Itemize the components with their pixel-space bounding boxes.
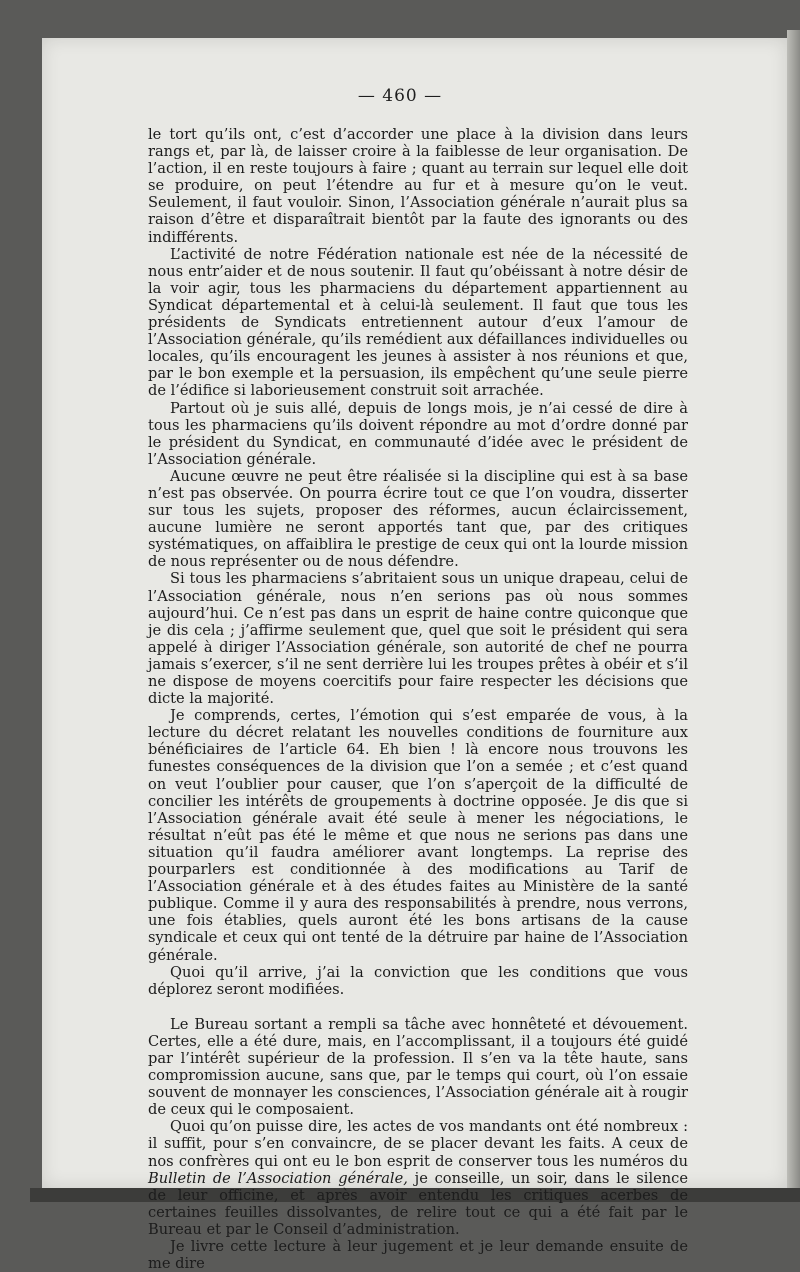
page-edge	[787, 30, 800, 1202]
paragraph: Partout où je suis allé, depuis de longs mois, je n’ai cessé de dire à tous les pharmaciens qu’ils doivent répondre au mot d’ordre donné par le président du Syndicat, en communauté d’idée avec le président de l’Association générale.	[148, 399, 688, 468]
paragraph: Aucune œuvre ne peut être réalisée si la discipline qui est à sa base n’est pas observée. On pourra écrire tout ce que l’on voudra, disserter sur tous les sujets, proposer des réformes, aucun éclaircissement, aucune lumière ne seront apportés tant que, par des critiques systématiques, on affaiblira le prestige de ceux qui ont la lourde mission de nous représenter ou de nous défendre.	[148, 467, 688, 571]
text-run: je conseille, un soir, dans le silence de leur officine, et après avoir entendu les critiques acerbes de certaines feuilles dissolvantes, de relire tout ce qui a été fait par le Bureau et par le Conseil d’administration.	[148, 1169, 688, 1238]
page-number: — 460 —	[357, 86, 443, 106]
paragraph: Je livre cette lecture à leur jugement et je leur demande ensuite de me dire	[148, 1238, 688, 1272]
body-text	[148, 126, 688, 1272]
bulletin-title: Bulletin de l’Association générale,	[148, 1169, 408, 1187]
paragraph-bulletin	[148, 1118, 688, 1238]
paragraph: Quoi qu’il arrive, j’ai la conviction que les conditions que vous déplorez seront modifiées.	[148, 963, 688, 998]
paragraph: L’activité de notre Fédération nationale est née de la nécessité de nous entr’aider et de nous soutenir. Il faut qu’obéissant à notre désir de la voir agir, tous les pharmaciens du département appartiennent au Syndicat départemental et à celui-là seulement. Il faut que tous les présidents de Syndicats entretiennent autour d’eux l’amour de l’Association générale, qu’ils remédient aux défaillances individuelles ou locales, qu’ils encouragent les jeunes à assister à nos réunions et que, par le bon exemple et la persuasion, ils empêchent qu’une seule pierre de l’édifice si laborieusement construit soit arrachée.	[148, 245, 688, 400]
paragraph-continuation: le tort qu’ils ont, c’est d’accorder une place à la division dans leurs rangs et, par là, de laisser croire à la faiblesse de leur organisation. De l’action, il en reste toujours à faire ; quant au terrain sur lequel elle doit se produire, on peut l’étendre au fur et à mesure qu’on le veut. Seulement, il faut vouloir. Sinon, l’Association générale n’aurait plus sa raison d’être et disparaîtrait bientôt par la faute des ignorants ou des indifférents.	[148, 126, 688, 246]
paragraph: Je comprends, certes, l’émotion qui s’est emparée de vous, à la lecture du décret relatant les nouvelles conditions de fourniture aux bénéficiaires de l’article 64. Eh bien ! là encore nous trouvons les funestes conséquences de la division que l’on a semée ; et c’est quand on veut l’oublier pour causer, que l’on s’aperçoit de la difficulté de concilier les intérêts de groupements à doctrine opposée. Je dis que si l’Association générale avait été seule à mener les négociations, le résultat n’eût pas été le même et que nous ne serions pas dans une situation qu’il faudra améliorer avant longtemps. La reprise des pourparlers est conditionnée à des modifications au Tarif de l’Association générale et à des études faites au Ministère de la santé publique. Comme il y aura des responsabilités à prendre, nous verrons, une fois établies, quels auront été les bons artisans de la cause syndicale et ceux qui ont tenté de la détruire par haine de l’Association générale.	[148, 707, 688, 964]
paragraph: Le Bureau sortant a rempli sa tâche avec honnêteté et dévouement. Certes, elle a été dure, mais, en l’accomplissant, il a toujours été guidé par l’intérêt supérieur de la profession. Il s’en va la tête haute, sans compromission aucune, sans que, par le temps qui court, où l’on essaie souvent de monnayer les consciences, l’Association générale ait à rougir de ceux qui le composaient.	[148, 1015, 688, 1119]
paragraph: Si tous les pharmaciens s’abritaient sous un unique drapeau, celui de l’Association générale, nous n’en serions pas où nous sommes aujourd’hui. Ce n’est pas dans un esprit de haine contre quiconque que je dis cela ; j’affirme seulement que, quel que soit le président qui sera appelé à diriger l’Association générale, son autorité de chef ne pourra jamais s’exercer, s’il ne sent derrière lui les troupes prêtes à obéir et s’il ne dispose de moyens coercitifs pour faire respecter les décisions que dicte la majorité.	[148, 570, 688, 708]
text-run: Quoi qu’on puisse dire, les actes de vos mandants ont été nombreux : il suffit, pour s’en convaincre, de se placer devant les faits. A ceux de nos confrères qui ont eu le bon esprit de conserver tous les numéros du	[148, 1118, 688, 1170]
